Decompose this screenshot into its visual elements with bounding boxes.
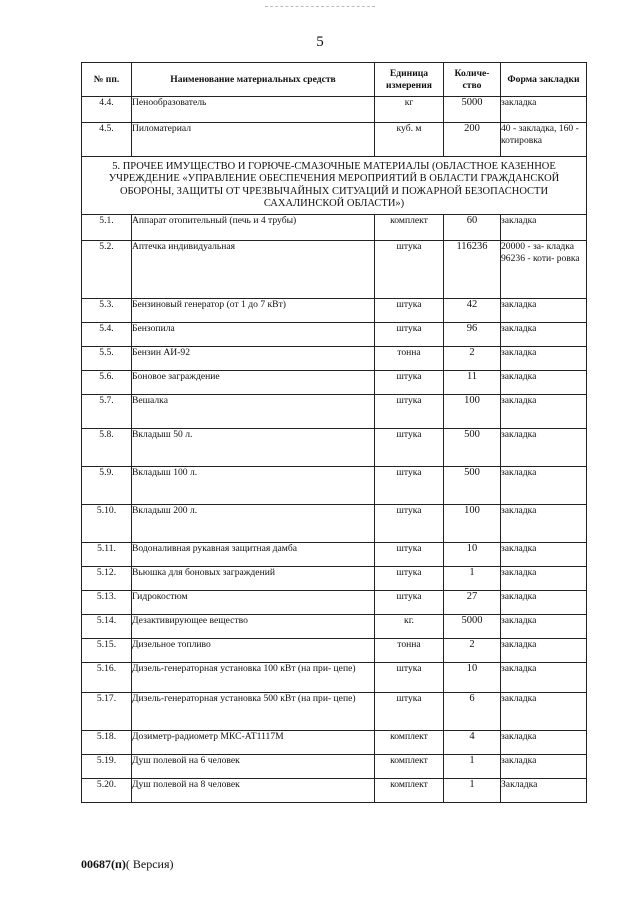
cell-num: 5.7. — [82, 395, 132, 429]
cell-form: закладка — [501, 97, 587, 123]
cell-unit: кг. — [375, 615, 444, 639]
cell-unit: комплект — [375, 731, 444, 755]
cell-qty: 4 — [444, 731, 501, 755]
scan-artifact — [265, 6, 375, 8]
cell-unit: штука — [375, 663, 444, 693]
table-row — [82, 467, 587, 505]
cell-name: Боновое заграждение — [132, 371, 375, 395]
table-row — [82, 241, 587, 299]
cell-num: 4.4. — [82, 97, 132, 123]
cell-form: закладка — [501, 371, 587, 395]
cell-form: закладка — [501, 639, 587, 663]
cell-name: Аппарат отопительный (печь и 4 трубы) — [132, 215, 375, 241]
cell-num: 5.6. — [82, 371, 132, 395]
cell-qty: 2 — [444, 347, 501, 371]
cell-qty: 5000 — [444, 97, 501, 123]
cell-num: 5.9. — [82, 467, 132, 505]
table-row — [82, 731, 587, 755]
cell-num: 5.10. — [82, 505, 132, 543]
table-row — [82, 693, 587, 731]
cell-unit: штука — [375, 395, 444, 429]
cell-qty: 10 — [444, 663, 501, 693]
document-code: 00687(п) — [81, 857, 126, 871]
cell-name: Дизельное топливо — [132, 639, 375, 663]
table-row — [82, 299, 587, 323]
cell-num: 5.4. — [82, 323, 132, 347]
header-qty: Количе- ство — [444, 63, 501, 97]
table-header-row — [82, 63, 587, 97]
header-name: Наименование материальных средств — [132, 63, 375, 97]
table-row — [82, 591, 587, 615]
cell-qty: 200 — [444, 123, 501, 157]
cell-form: закладка — [501, 347, 587, 371]
table-row — [82, 639, 587, 663]
cell-unit: куб. м — [375, 123, 444, 157]
cell-unit: штука — [375, 693, 444, 731]
cell-name: Дизель-генераторная установка 100 кВт (на при- цепе) — [132, 663, 375, 693]
cell-qty: 6 — [444, 693, 501, 731]
cell-num: 5.1. — [82, 215, 132, 241]
header-form: Форма закладки — [501, 63, 587, 97]
cell-name: Дизель-генераторная установка 500 кВт (на при- цепе) — [132, 693, 375, 731]
cell-num: 5.5. — [82, 347, 132, 371]
cell-unit: тонна — [375, 347, 444, 371]
cell-form: закладка — [501, 615, 587, 639]
cell-form: закладка — [501, 395, 587, 429]
table-row — [82, 123, 587, 157]
cell-form: закладка — [501, 323, 587, 347]
cell-unit: штука — [375, 299, 444, 323]
cell-num: 5.19. — [82, 755, 132, 779]
header-num: № пп. — [82, 63, 132, 97]
cell-form: закладка — [501, 591, 587, 615]
cell-form: закладка — [501, 505, 587, 543]
table-row — [82, 323, 587, 347]
cell-form: закладка — [501, 693, 587, 731]
cell-name: Бензопила — [132, 323, 375, 347]
cell-name: Вешалка — [132, 395, 375, 429]
cell-qty: 500 — [444, 467, 501, 505]
table-row — [82, 779, 587, 803]
cell-qty: 5000 — [444, 615, 501, 639]
cell-name: Дозиметр-радиометр МКС-АТ1117М — [132, 731, 375, 755]
cell-form: 40 - закладка, 160 - котировка — [501, 123, 587, 157]
section-title: 5. ПРОЧЕЕ ИМУЩЕСТВО И ГОРЮЧЕ-СМАЗОЧНЫЕ МАТЕРИАЛЫ (ОБЛАСТНОЕ КАЗЕННОЕ УЧРЕЖДЕНИЕ «УПРАВЛЕНИЕ ОБЕСПЕЧЕНИЯ МЕРОПРИЯТИЙ В ОБЛАСТИ ГРАЖДАНСКОЙ ОБОРОНЫ, ЗАЩИТЫ ОТ ЧРЕЗВЫЧАЙНЫХ СИТУАЦИЙ И ПОЖАРНОЙ БЕЗОПАСНОСТИ САХАЛИНСКОЙ ОБЛАСТИ») — [82, 157, 587, 215]
cell-unit: комплект — [375, 755, 444, 779]
cell-name: Аптечка индивидуальная — [132, 241, 375, 299]
table-row — [82, 567, 587, 591]
cell-num: 5.20. — [82, 779, 132, 803]
cell-name: Душ полевой на 6 человек — [132, 755, 375, 779]
cell-unit: штука — [375, 429, 444, 467]
table-row — [82, 615, 587, 639]
cell-qty: 42 — [444, 299, 501, 323]
cell-form: закладка — [501, 731, 587, 755]
cell-num: 5.16. — [82, 663, 132, 693]
cell-num: 5.3. — [82, 299, 132, 323]
cell-qty: 100 — [444, 505, 501, 543]
cell-name: Водоналивная рукавная защитная дамба — [132, 543, 375, 567]
document-version: ( Версия) — [125, 857, 174, 871]
cell-unit: штука — [375, 505, 444, 543]
table-row — [82, 395, 587, 429]
cell-unit: штука — [375, 567, 444, 591]
cell-num: 5.12. — [82, 567, 132, 591]
cell-qty: 96 — [444, 323, 501, 347]
cell-form: закладка — [501, 467, 587, 505]
cell-name: Вкладыш 100 л. — [132, 467, 375, 505]
cell-num: 5.18. — [82, 731, 132, 755]
cell-qty: 10 — [444, 543, 501, 567]
cell-num: 5.8. — [82, 429, 132, 467]
table-row — [82, 505, 587, 543]
cell-unit: комплект — [375, 779, 444, 803]
cell-qty: 500 — [444, 429, 501, 467]
cell-unit: штука — [375, 323, 444, 347]
table-row — [82, 347, 587, 371]
materials-table — [81, 62, 587, 803]
table-row — [82, 371, 587, 395]
cell-unit: штука — [375, 371, 444, 395]
document-footer — [81, 857, 174, 872]
cell-unit: штука — [375, 543, 444, 567]
cell-form: закладка — [501, 755, 587, 779]
cell-form: закладка — [501, 429, 587, 467]
cell-name: Пиломатериал — [132, 123, 375, 157]
cell-form: закладка — [501, 663, 587, 693]
page-number: 5 — [316, 34, 324, 50]
cell-qty: 116236 — [444, 241, 501, 299]
table-row — [82, 663, 587, 693]
section-header-row — [82, 157, 587, 215]
cell-unit: тонна — [375, 639, 444, 663]
cell-qty: 2 — [444, 639, 501, 663]
cell-num: 5.2. — [82, 241, 132, 299]
cell-name: Дезактивирующее вещество — [132, 615, 375, 639]
cell-num: 5.15. — [82, 639, 132, 663]
cell-num: 5.14. — [82, 615, 132, 639]
header-unit: Единица измерения — [375, 63, 444, 97]
cell-name: Вкладыш 50 л. — [132, 429, 375, 467]
cell-qty: 27 — [444, 591, 501, 615]
cell-num: 5.11. — [82, 543, 132, 567]
cell-name: Вьюшка для боновых заграждений — [132, 567, 375, 591]
cell-name: Бензиновый генератор (от 1 до 7 кВт) — [132, 299, 375, 323]
cell-name: Пенообразователь — [132, 97, 375, 123]
cell-name: Бензин АИ-92 — [132, 347, 375, 371]
table-row — [82, 97, 587, 123]
cell-form: закладка — [501, 215, 587, 241]
cell-form: закладка — [501, 567, 587, 591]
cell-unit: штука — [375, 467, 444, 505]
cell-name: Вкладыш 200 л. — [132, 505, 375, 543]
cell-form: 20000 - за- кладка 96236 - коти- ровка — [501, 241, 587, 299]
cell-name: Душ полевой на 8 человек — [132, 779, 375, 803]
cell-num: 5.13. — [82, 591, 132, 615]
cell-form: Закладка — [501, 779, 587, 803]
cell-unit: кг — [375, 97, 444, 123]
cell-unit: штука — [375, 591, 444, 615]
cell-qty: 1 — [444, 567, 501, 591]
cell-qty: 1 — [444, 755, 501, 779]
table-row — [82, 543, 587, 567]
cell-num: 5.17. — [82, 693, 132, 731]
cell-name: Гидрокостюм — [132, 591, 375, 615]
cell-unit: комплект — [375, 215, 444, 241]
cell-qty: 1 — [444, 779, 501, 803]
table-row — [82, 215, 587, 241]
cell-form: закладка — [501, 543, 587, 567]
cell-form: закладка — [501, 299, 587, 323]
cell-num: 4.5. — [82, 123, 132, 157]
cell-unit: штука — [375, 241, 444, 299]
table-row — [82, 755, 587, 779]
table-row — [82, 429, 587, 467]
cell-qty: 100 — [444, 395, 501, 429]
cell-qty: 11 — [444, 371, 501, 395]
cell-qty: 60 — [444, 215, 501, 241]
